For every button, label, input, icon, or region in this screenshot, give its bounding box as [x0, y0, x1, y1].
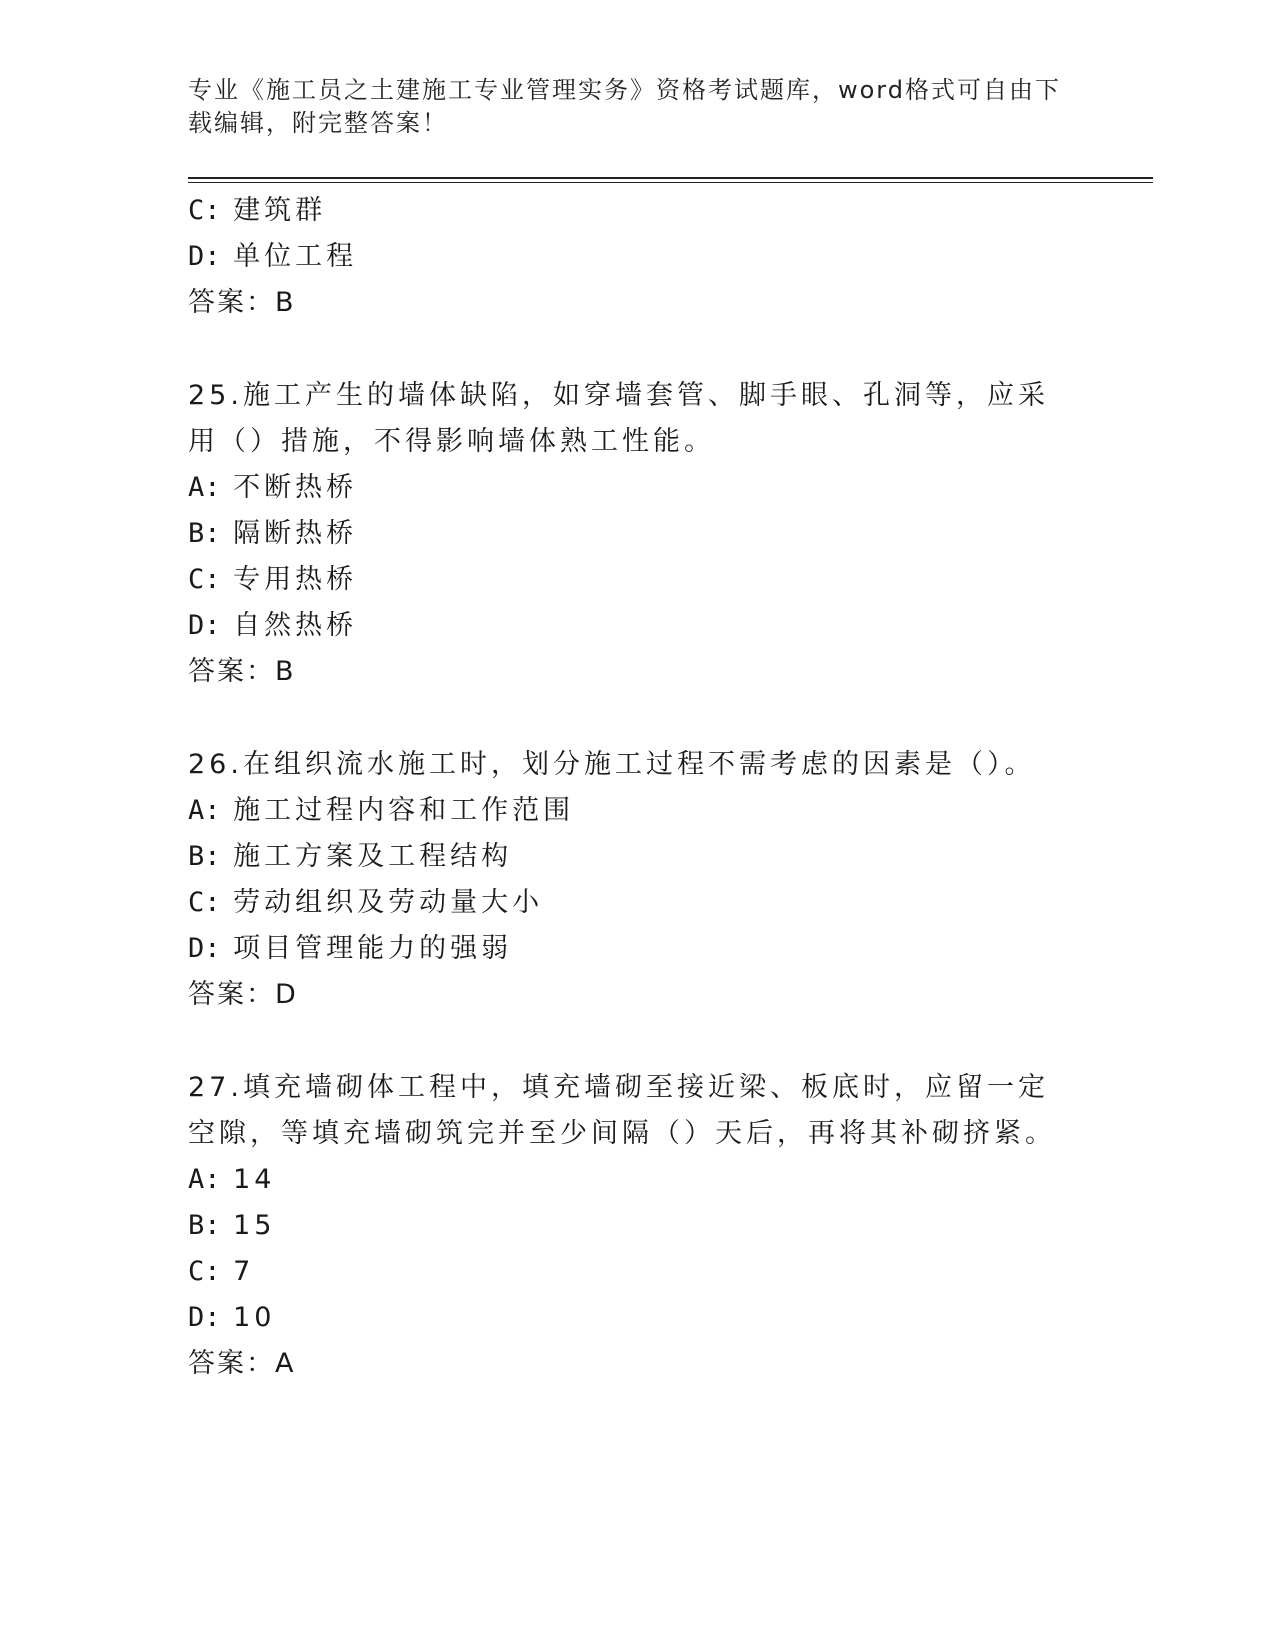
option-label: A:: [188, 795, 221, 826]
option-label: D:: [188, 241, 221, 272]
option-a: [188, 465, 1088, 511]
header-rule-thin: [188, 182, 1153, 183]
option-d: [188, 234, 1088, 280]
question-block-25: [188, 373, 1088, 695]
option-text: 劳动组织及劳动量大小: [233, 887, 544, 918]
option-text: 建筑群: [233, 195, 327, 226]
option-label: C:: [188, 887, 221, 918]
option-label: A:: [188, 1164, 221, 1195]
question-block-24: [188, 188, 1088, 326]
option-c: [188, 1249, 1088, 1295]
option-d: [188, 1295, 1088, 1341]
answer-label: 答案：: [188, 979, 275, 1010]
answer-line: [188, 649, 1088, 695]
option-text: 单位工程: [233, 241, 358, 272]
answer-value: A: [275, 1348, 296, 1379]
option-label: D:: [188, 610, 221, 641]
spacer: [188, 695, 1088, 742]
answer-line: [188, 972, 1088, 1018]
question-stem: 26.在组织流水施工时，划分施工过程不需考虑的因素是（）。: [188, 749, 1036, 780]
document-header: 专业《施工员之土建施工专业管理实务》资格考试题库，word格式可自由下载编辑，附完整答案！: [188, 76, 1061, 137]
question-stem: 27.填充墙砌体工程中，填充墙砌至接近梁、板底时，应留一定空隙，等填充墙砌筑完并至少间隔（）天后，再将其补砌挤紧。: [188, 1072, 1056, 1149]
option-text: 施工过程内容和工作范围: [233, 795, 575, 826]
option-text: 不断热桥: [233, 472, 358, 503]
option-text: 10: [233, 1302, 276, 1333]
option-label: A:: [188, 472, 221, 503]
option-label: B:: [188, 841, 221, 872]
question-list: [188, 188, 1088, 1387]
option-c: [188, 880, 1088, 926]
option-b: [188, 1203, 1088, 1249]
option-a: [188, 788, 1088, 834]
option-text: 施工方案及工程结构: [233, 841, 513, 872]
option-text: 14: [233, 1164, 276, 1195]
answer-label: 答案：: [188, 1348, 275, 1379]
option-label: C:: [188, 1256, 221, 1287]
question-block-27: [188, 1065, 1088, 1387]
option-d: [188, 926, 1088, 972]
answer-line: [188, 280, 1088, 326]
answer-value: D: [275, 979, 298, 1010]
option-b: [188, 834, 1088, 880]
option-label: B:: [188, 518, 221, 549]
option-text: 自然热桥: [233, 610, 358, 641]
option-label: B:: [188, 1210, 221, 1241]
answer-label: 答案：: [188, 287, 275, 318]
option-label: C:: [188, 195, 221, 226]
option-text: 专用热桥: [233, 564, 358, 595]
spacer: [188, 1018, 1088, 1065]
option-c: [188, 557, 1088, 603]
option-label: D:: [188, 933, 221, 964]
option-b: [188, 511, 1088, 557]
option-c: [188, 188, 1088, 234]
option-text: 隔断热桥: [233, 518, 358, 549]
option-text: 7: [233, 1256, 255, 1287]
answer-value: B: [275, 287, 296, 318]
option-a: [188, 1157, 1088, 1203]
question-stem: 25.施工产生的墙体缺陷，如穿墙套管、脚手眼、孔洞等，应采用（）措施，不得影响墙体熟工性能。: [188, 380, 1049, 457]
option-text: 15: [233, 1210, 276, 1241]
option-text: 项目管理能力的强弱: [233, 933, 513, 964]
answer-label: 答案：: [188, 656, 275, 687]
spacer: [188, 326, 1088, 373]
answer-value: B: [275, 656, 296, 687]
answer-line: [188, 1341, 1088, 1387]
option-label: C:: [188, 564, 221, 595]
option-d: [188, 603, 1088, 649]
question-block-26: [188, 742, 1088, 1018]
header-rule-thick: [188, 177, 1153, 179]
option-label: D:: [188, 1302, 221, 1333]
